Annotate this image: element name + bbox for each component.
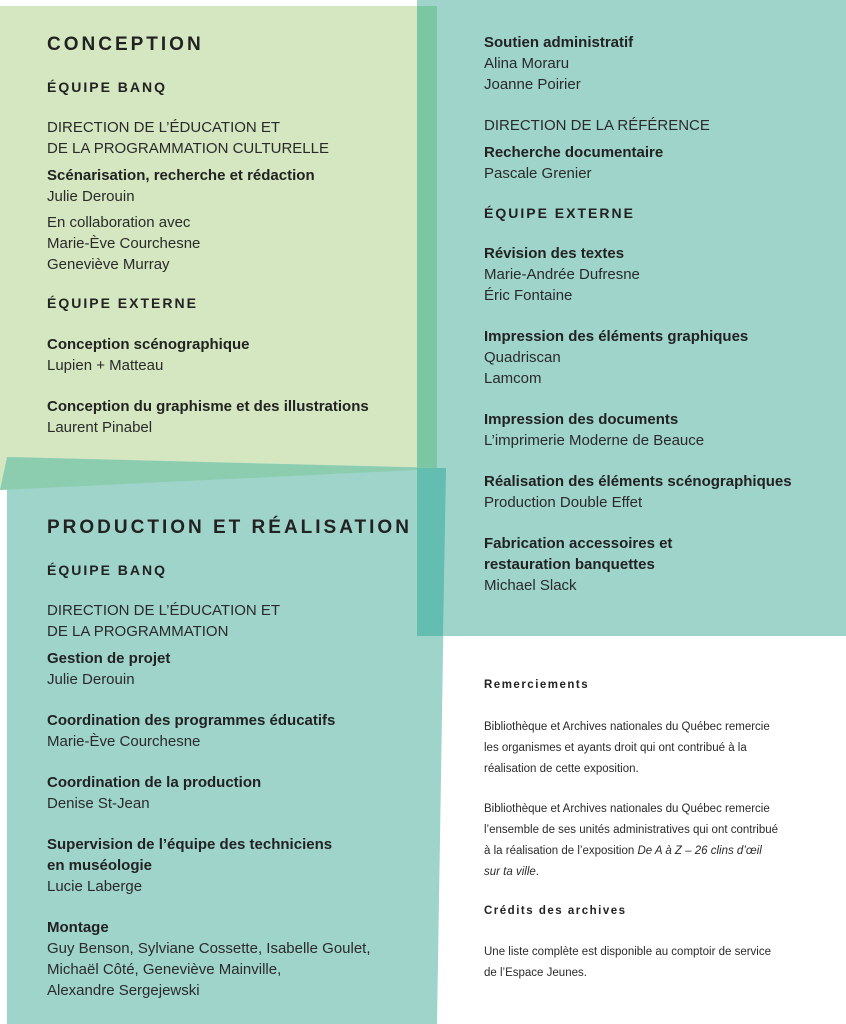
person-name: Pascale Grenier <box>484 165 592 182</box>
credits-heading: Crédits des archives <box>484 905 627 917</box>
person-name: Laurent Pinabel <box>47 419 153 436</box>
role-title: Conception du graphisme et des illustrations <box>47 398 369 415</box>
role-title: Réalisation des éléments scénographiques <box>484 473 792 490</box>
conception-externe-heading: ÉQUIPE EXTERNE <box>47 295 198 311</box>
role-title: Supervision de l’équipe des techniciens <box>47 836 333 853</box>
paragraph-line: de l’Espace Jeunes. <box>484 967 587 979</box>
role-title: Recherche documentaire <box>484 144 664 161</box>
role-title: Impression des documents <box>484 411 679 428</box>
dept-line: DIRECTION DE L’ÉDUCATION ET <box>47 602 281 619</box>
person-name: Michael Slack <box>484 577 577 594</box>
exhibition-title: De A à Z – 26 clins d’œil <box>637 845 762 857</box>
credits-body <box>484 942 824 984</box>
person-name: Lucie Laberge <box>47 878 143 895</box>
dept-line: DIRECTION DE LA RÉFÉRENCE <box>484 117 710 134</box>
person-name: Julie Derouin <box>47 671 135 688</box>
conception-externe <box>47 295 427 311</box>
role-title: Scénarisation, recherche et rédaction <box>47 167 315 184</box>
conception-banq <box>47 79 427 95</box>
conception-banq-body <box>47 117 427 275</box>
role-title: Coordination des programmes éducatifs <box>47 712 336 729</box>
person-name: Michaël Côté, Geneviève Mainville, <box>47 961 282 978</box>
role-title: restauration banquettes <box>484 556 655 573</box>
paragraph-line: Bibliothèque et Archives nationales du Québec remercie <box>484 803 770 815</box>
conception-banq-heading: ÉQUIPE BANQ <box>47 79 168 95</box>
text-span: à la réalisation de l’exposition <box>484 845 638 857</box>
conception-section <box>47 34 427 56</box>
remerciements-section <box>484 679 824 691</box>
paragraph-line: réalisation de cette exposition. <box>484 763 639 775</box>
person-name: Marie-Ève Courchesne <box>47 235 201 252</box>
person-name: Guy Benson, Sylviane Cossette, Isabelle Goulet, <box>47 940 371 957</box>
person-name: Denise St-Jean <box>47 795 150 812</box>
paragraph-line <box>484 841 824 862</box>
person-name: Lupien + Matteau <box>47 357 164 374</box>
credits-section <box>484 905 824 917</box>
conception-right-externe-body <box>484 243 824 596</box>
role-title: Conception scénographique <box>47 336 250 353</box>
person-name: Joanne Poirier <box>484 76 581 93</box>
conception-right-externe <box>484 205 824 221</box>
production-body <box>47 600 427 1001</box>
remerciements-body <box>484 717 824 883</box>
conception-right-externe-heading: ÉQUIPE EXTERNE <box>484 205 635 221</box>
remerciements-heading: Remerciements <box>484 679 590 691</box>
paragraph-line: l’ensemble de ses unités administratives qui ont contribué <box>484 824 779 836</box>
person-name: Marie-Ève Courchesne <box>47 733 201 750</box>
role-title: Fabrication accessoires et <box>484 535 673 552</box>
paragraph-line: Bibliothèque et Archives nationales du Québec remercie <box>484 721 770 733</box>
conception-title: CONCEPTION <box>47 34 204 55</box>
person-name: Julie Derouin <box>47 188 135 205</box>
production-title: PRODUCTION ET RÉALISATION <box>47 517 412 538</box>
role-title: Gestion de projet <box>47 650 171 667</box>
person-name: Quadriscan <box>484 349 561 366</box>
person-name: Éric Fontaine <box>484 287 573 304</box>
person-name: Marie-Andrée Dufresne <box>484 266 640 283</box>
role-title: Soutien administratif <box>484 34 634 51</box>
text-span: . <box>535 866 539 878</box>
person-name: L’imprimerie Moderne de Beauce <box>484 432 705 449</box>
conception-externe-body <box>47 334 427 438</box>
production-banq <box>47 562 427 578</box>
collab-label: En collaboration avec <box>47 214 191 231</box>
role-title: en muséologie <box>47 857 153 874</box>
person-name: Production Double Effet <box>484 494 643 511</box>
role-title: Montage <box>47 919 109 936</box>
role-title: Impression des éléments graphiques <box>484 328 749 345</box>
exhibition-title: sur ta ville <box>484 866 536 878</box>
dept-line: DE LA PROGRAMMATION <box>47 623 229 640</box>
paragraph-line: les organismes et ayants droit qui ont contribué à la <box>484 742 747 754</box>
person-name: Alexandre Sergejewski <box>47 982 200 999</box>
production-section <box>47 517 427 539</box>
person-name: Lamcom <box>484 370 542 387</box>
role-title: Révision des textes <box>484 245 625 262</box>
person-name: Geneviève Murray <box>47 256 170 273</box>
conception-right <box>484 32 824 184</box>
production-banq-heading: ÉQUIPE BANQ <box>47 562 168 578</box>
role-title: Coordination de la production <box>47 774 262 791</box>
dept-line: DE LA PROGRAMMATION CULTURELLE <box>47 140 329 157</box>
paragraph-line: Une liste complète est disponible au comptoir de service <box>484 946 772 958</box>
person-name: Alina Moraru <box>484 55 570 72</box>
dept-line: DIRECTION DE L’ÉDUCATION ET <box>47 119 281 136</box>
paragraph-line <box>484 862 824 883</box>
